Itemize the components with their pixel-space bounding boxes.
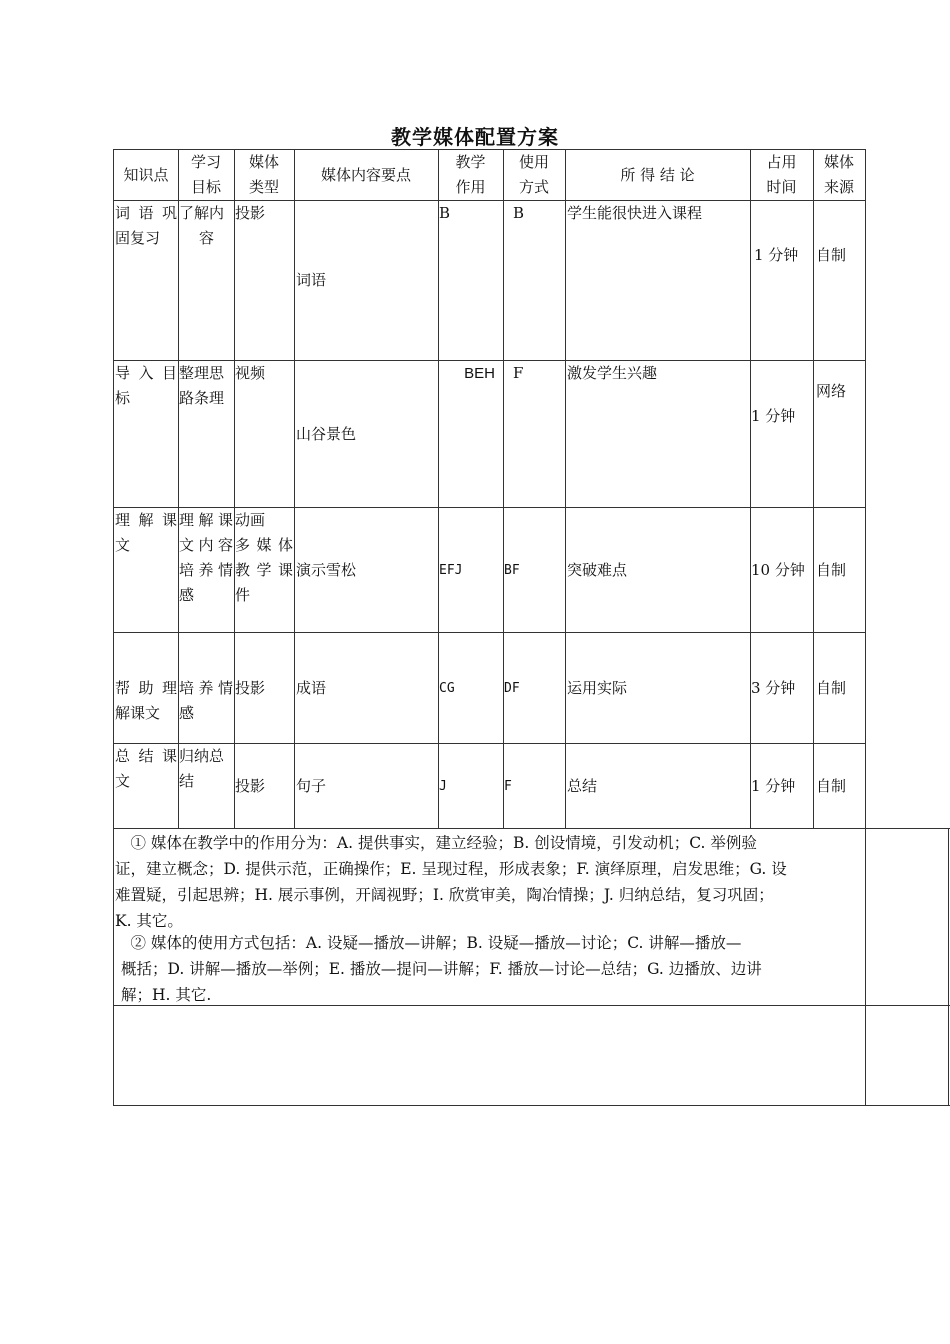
table-row-2-knowledge: 导 入 目 标 (115, 364, 177, 407)
header-media-type (234, 150, 294, 200)
header-teaching-role (438, 150, 503, 200)
table-border-vertical (294, 149, 295, 829)
table-row-1-knowledge: 词 语 巩 固复习 (115, 204, 177, 247)
table-border-vertical (865, 828, 866, 1106)
table-border-vertical (234, 149, 235, 829)
table-row-5-source: 自制 (816, 777, 847, 795)
table-row-2-conclusion: 激发学生兴趣 (567, 364, 658, 382)
table-border-vertical (750, 149, 751, 829)
table-row-2-content: 山谷景色 (296, 425, 357, 443)
table-row-5-knowledge: 总 结 课 文 (115, 747, 177, 790)
table-row-2-usage: F (513, 364, 524, 382)
header-knowledge (114, 150, 178, 200)
table-row-1-role: B (439, 204, 451, 222)
header-role-text: 教学 作用 (455, 153, 486, 196)
table-row-5-media-type: 投影 (235, 777, 266, 795)
table-row-3-role: EFJ (439, 563, 463, 578)
table-row-4-knowledge: 帮 助 理 解课文 (115, 679, 177, 722)
table-row-5-role: J (439, 779, 447, 794)
table-row-1-conclusion: 学生能很快进入课程 (567, 204, 703, 222)
table-row-1-time: 1 分钟 (754, 246, 799, 264)
table-border-horizontal (113, 632, 866, 633)
header-usage-text: 使用 方式 (518, 153, 549, 196)
table-border-horizontal (113, 1105, 950, 1106)
table-border-vertical (865, 149, 866, 829)
table-border-vertical (113, 149, 114, 829)
empty-bottom-cell (115, 1007, 863, 1103)
table-row-3-content: 演示雪松 (296, 561, 357, 579)
header-knowledge-text: 知识点 (123, 165, 169, 184)
table-row-1-source: 自制 (816, 246, 847, 264)
table-row-3-time: 10 分钟 (751, 561, 805, 579)
note-media-usage: ② 媒体的使用方式包括：A. 设疑—播放—讲解；B. 设疑—播放—讨论；C. 讲解—播放— 概括；D. 讲解—播放—举例；E. 播放—提问—讲解；F. 播放—讨论—总结；G. 边播放、边讲 解；H. 其它. (115, 934, 762, 1004)
table-border-vertical (438, 149, 439, 829)
table-row-3-conclusion: 突破难点 (567, 561, 628, 579)
table-border-vertical (948, 828, 949, 1106)
header-usage (503, 150, 565, 200)
table-row-1-media-type: 投影 (235, 204, 266, 222)
header-media-type-text: 媒体 类型 (248, 153, 279, 196)
table-row-2-goal: 整理思 路条理 (179, 364, 225, 407)
table-row-3-usage: BF (504, 563, 520, 578)
table-row-2-source: 网络 (816, 382, 847, 400)
table-row-5-conclusion: 总结 (567, 777, 598, 795)
table-row-4-conclusion: 运用实际 (567, 679, 628, 697)
header-source (813, 150, 865, 200)
table-row-2-time: 1 分钟 (751, 407, 796, 425)
header-time (750, 150, 813, 200)
header-time-text: 占用 时间 (766, 153, 797, 196)
table-row-5-content: 句子 (296, 777, 327, 795)
table-border-vertical (113, 828, 114, 1106)
table-border-vertical (503, 149, 504, 829)
table-row-3-knowledge: 理 解 课 文 (115, 511, 177, 554)
table-row-1-content: 词语 (296, 271, 327, 289)
table-border-vertical (813, 149, 814, 829)
table-row-1-goal: 了解内 容 (179, 204, 225, 247)
page-title: 教学媒体配置方案 (391, 125, 559, 149)
table-border-horizontal (113, 828, 950, 829)
table-row-5-goal: 归纳总 结 (179, 747, 225, 790)
table-row-4-content: 成语 (296, 679, 327, 697)
header-content-text: 媒体内容要点 (320, 165, 411, 184)
header-source-text: 媒体 来源 (823, 153, 854, 196)
table-row-4-media-type: 投影 (235, 679, 266, 697)
table-row-4-goal: 培养情 感 (179, 679, 233, 722)
table-row-3-source: 自制 (816, 561, 847, 579)
table-row-4-source: 自制 (816, 679, 847, 697)
table-row-2-role: BEH (464, 365, 495, 382)
header-content (294, 150, 438, 200)
table-border-vertical (178, 149, 179, 829)
table-row-4-role: CG (439, 681, 455, 696)
table-row-4-time: 3 分钟 (751, 679, 796, 697)
header-goal (178, 150, 234, 200)
table-row-5-time: 1 分钟 (751, 777, 796, 795)
table-row-4-usage: DF (504, 681, 520, 696)
header-conclusion-text: 所 得 结 论 (620, 165, 695, 184)
table-row-3-goal: 理解课 文内容 培养情 感 (179, 511, 233, 604)
header-goal-text: 学习 目标 (190, 153, 221, 196)
table-row-3-media-type: 动画 多 媒 体 教 学 课 件 (235, 511, 293, 604)
header-conclusion (565, 150, 750, 200)
note-media-roles: ① 媒体在教学中的作用分为：A. 提供事实，建立经验；B. 创设情境，引发动机；C. 举例验 证，建立概念；D. 提供示范，正确操作；E. 呈现过程，形成表象；F. 演绎原理，启发思维；G. 设 难置疑，引起思辨；H. 展示事例，开阔视野；I. 欣赏审美，陶冶情操；J. 归纳总结，复习巩固； K. 其它。 (115, 834, 787, 930)
table-row-5-usage: F (504, 779, 512, 794)
table-border-vertical (565, 149, 566, 829)
table-row-2-media-type: 视频 (235, 364, 266, 382)
table-row-1-usage: B (513, 204, 525, 222)
